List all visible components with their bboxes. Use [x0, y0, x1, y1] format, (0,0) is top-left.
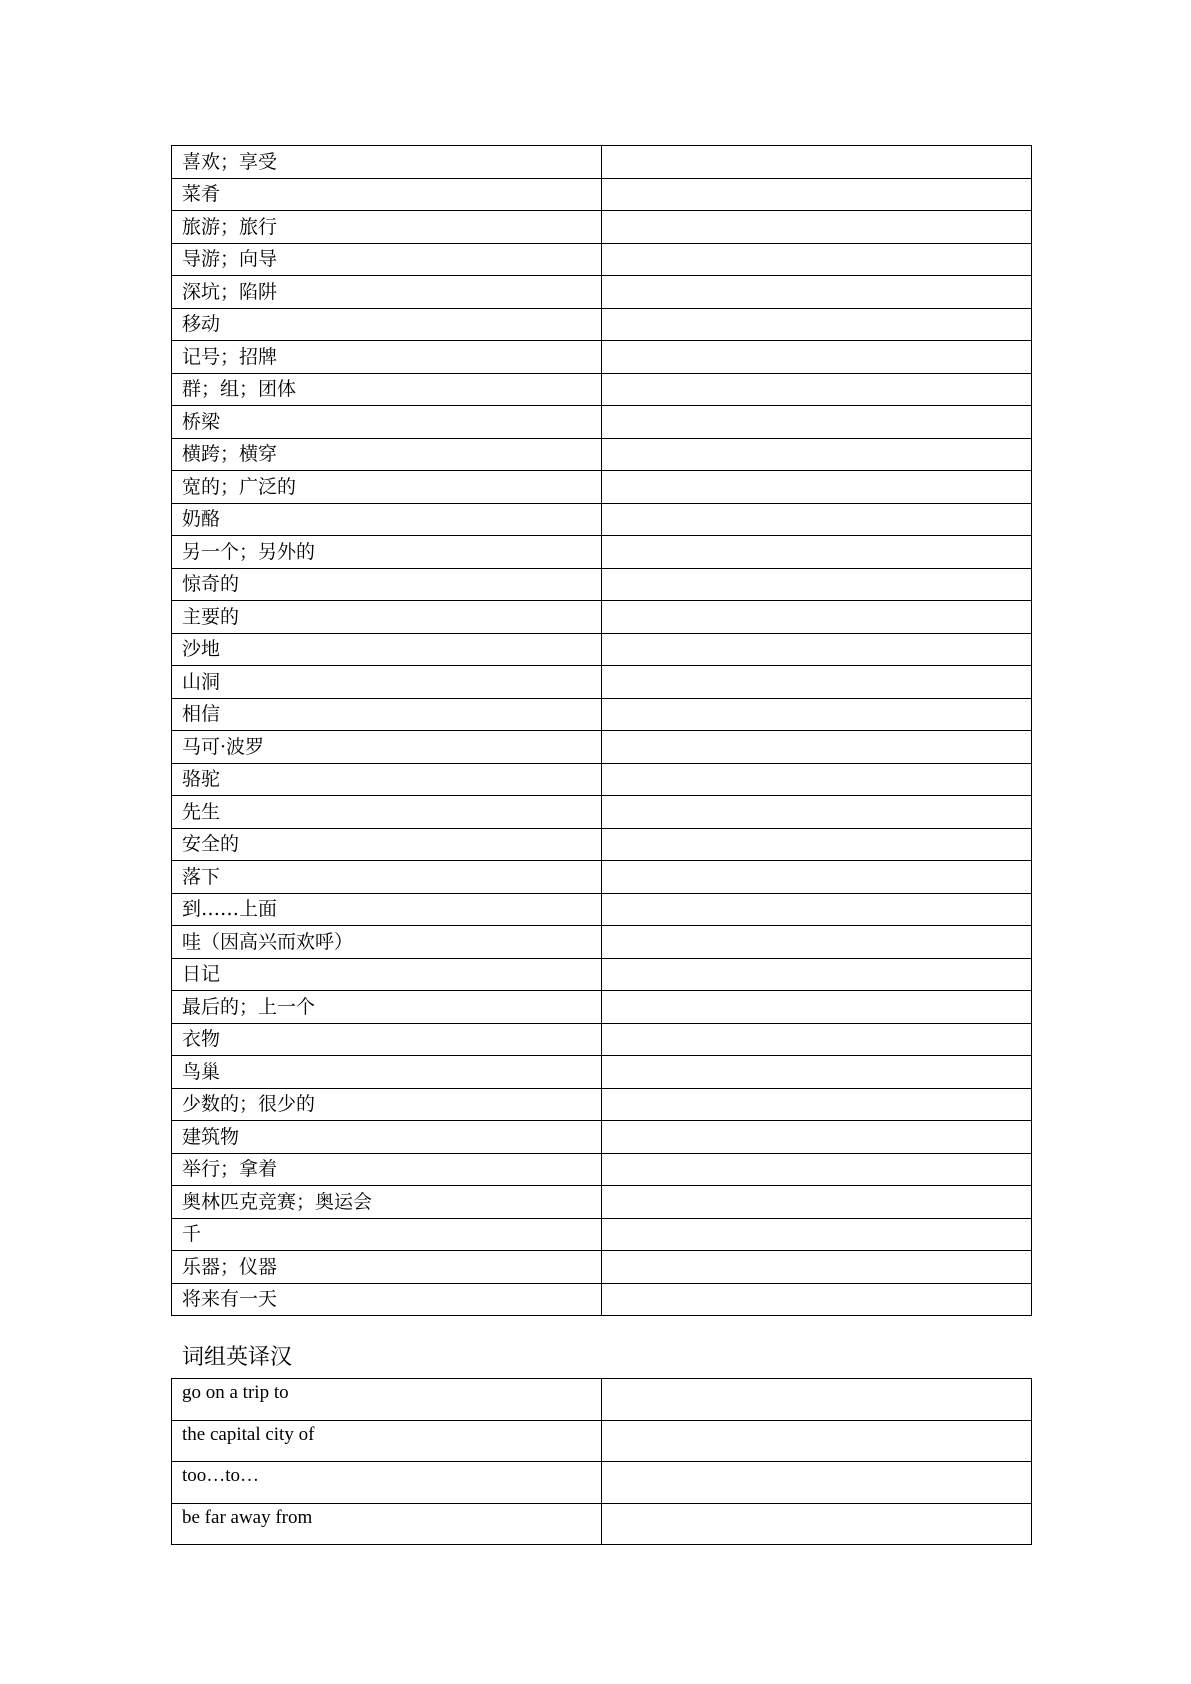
phrase-row-answer-cell[interactable]: [602, 1503, 1032, 1545]
word-row-answer-cell[interactable]: [602, 633, 1032, 666]
word-row-answer-cell[interactable]: [602, 763, 1032, 796]
word-row: [172, 438, 1032, 471]
word-row-answer-cell[interactable]: [602, 503, 1032, 536]
word-row: [172, 276, 1032, 309]
word-row-answer-cell[interactable]: [602, 1121, 1032, 1154]
phrases-table-body: [172, 1379, 1032, 1545]
word-row-answer-cell[interactable]: [602, 796, 1032, 829]
word-row-answer-cell[interactable]: [602, 211, 1032, 244]
word-row-answer-cell[interactable]: [602, 958, 1032, 991]
word-row: [172, 666, 1032, 699]
word-row: [172, 893, 1032, 926]
word-row-answer-cell[interactable]: [602, 308, 1032, 341]
word-row-prompt: 惊奇的: [172, 568, 602, 601]
phrase-row-answer-cell[interactable]: [602, 1462, 1032, 1504]
word-row: [172, 1153, 1032, 1186]
word-row: [172, 991, 1032, 1024]
word-row-answer-cell[interactable]: [602, 1218, 1032, 1251]
word-row-prompt: 旅游；旅行: [172, 211, 602, 244]
word-row-prompt: 到……上面: [172, 893, 602, 926]
word-row: [172, 601, 1032, 634]
phrase-row-answer-cell[interactable]: [602, 1379, 1032, 1421]
word-row-prompt: 少数的；很少的: [172, 1088, 602, 1121]
word-row-answer-cell[interactable]: [602, 243, 1032, 276]
word-row-answer-cell[interactable]: [602, 276, 1032, 309]
word-row-prompt: 深坑；陷阱: [172, 276, 602, 309]
word-row-answer-cell[interactable]: [602, 373, 1032, 406]
word-row-prompt: 主要的: [172, 601, 602, 634]
word-row-answer-cell[interactable]: [602, 568, 1032, 601]
word-row-prompt: 横跨；横穿: [172, 438, 602, 471]
word-row-prompt: 建筑物: [172, 1121, 602, 1154]
vocabulary-table: [171, 145, 1032, 1316]
vocabulary-table-body: [172, 146, 1032, 1316]
phrase-row-prompt: too…to…: [172, 1462, 602, 1504]
word-row-prompt: 沙地: [172, 633, 602, 666]
word-row-answer-cell[interactable]: [602, 1023, 1032, 1056]
word-row-prompt: 群；组；团体: [172, 373, 602, 406]
word-row-prompt: 乐器；仪器: [172, 1251, 602, 1284]
phrase-row-prompt: go on a trip to: [172, 1379, 602, 1421]
word-row: [172, 633, 1032, 666]
word-row-prompt: 将来有一天: [172, 1283, 602, 1316]
word-row-prompt: 山洞: [172, 666, 602, 699]
word-row: [172, 568, 1032, 601]
phrase-row: [172, 1503, 1032, 1545]
word-row-answer-cell[interactable]: [602, 146, 1032, 179]
word-row-answer-cell[interactable]: [602, 893, 1032, 926]
word-row: [172, 1056, 1032, 1089]
word-row: [172, 1023, 1032, 1056]
word-row-answer-cell[interactable]: [602, 861, 1032, 894]
word-row-answer-cell[interactable]: [602, 1283, 1032, 1316]
word-row: [172, 341, 1032, 374]
word-row-answer-cell[interactable]: [602, 178, 1032, 211]
word-row: [172, 828, 1032, 861]
word-row: [172, 536, 1032, 569]
word-row-prompt: 记号；招牌: [172, 341, 602, 374]
word-row-prompt: 鸟巢: [172, 1056, 602, 1089]
word-row-answer-cell[interactable]: [602, 471, 1032, 504]
word-row: [172, 243, 1032, 276]
word-row-prompt: 菜肴: [172, 178, 602, 211]
word-row-prompt: 日记: [172, 958, 602, 991]
phrase-row: [172, 1379, 1032, 1421]
word-row-answer-cell[interactable]: [602, 601, 1032, 634]
word-row: [172, 471, 1032, 504]
word-row-answer-cell[interactable]: [602, 1186, 1032, 1219]
word-row: [172, 308, 1032, 341]
word-row-prompt: 另一个；另外的: [172, 536, 602, 569]
word-row-answer-cell[interactable]: [602, 1153, 1032, 1186]
word-row-answer-cell[interactable]: [602, 438, 1032, 471]
word-row: [172, 926, 1032, 959]
word-row: [172, 406, 1032, 439]
word-row: [172, 1186, 1032, 1219]
word-row-prompt: 最后的；上一个: [172, 991, 602, 1024]
word-row-answer-cell[interactable]: [602, 731, 1032, 764]
phrase-row-prompt: the capital city of: [172, 1420, 602, 1462]
word-row-answer-cell[interactable]: [602, 1088, 1032, 1121]
word-row-prompt: 桥梁: [172, 406, 602, 439]
word-row-prompt: 先生: [172, 796, 602, 829]
word-row-answer-cell[interactable]: [602, 1251, 1032, 1284]
word-row-prompt: 导游；向导: [172, 243, 602, 276]
word-row: [172, 731, 1032, 764]
word-row-answer-cell[interactable]: [602, 828, 1032, 861]
word-row: [172, 1088, 1032, 1121]
word-row-prompt: 宽的；广泛的: [172, 471, 602, 504]
word-row-answer-cell[interactable]: [602, 1056, 1032, 1089]
word-row: [172, 1121, 1032, 1154]
word-row-answer-cell[interactable]: [602, 666, 1032, 699]
section-heading-phrases: 词组英译汉: [182, 1345, 293, 1370]
word-row-prompt: 骆驼: [172, 763, 602, 796]
word-row-answer-cell[interactable]: [602, 991, 1032, 1024]
word-row: [172, 698, 1032, 731]
word-row-prompt: 奶酪: [172, 503, 602, 536]
word-row-answer-cell[interactable]: [602, 341, 1032, 374]
phrase-row: [172, 1462, 1032, 1504]
word-row: [172, 1218, 1032, 1251]
word-row-prompt: 衣物: [172, 1023, 602, 1056]
word-row-prompt: 举行；拿着: [172, 1153, 602, 1186]
word-row-answer-cell[interactable]: [602, 698, 1032, 731]
word-row: [172, 146, 1032, 179]
phrase-row-answer-cell[interactable]: [602, 1420, 1032, 1462]
word-row: [172, 503, 1032, 536]
phrase-row-prompt: be far away from: [172, 1503, 602, 1545]
word-row: [172, 1283, 1032, 1316]
word-row-prompt: 移动: [172, 308, 602, 341]
word-row: [172, 373, 1032, 406]
word-row-prompt: 哇（因高兴而欢呼）: [172, 926, 602, 959]
word-row-prompt: 奥林匹克竞赛；奥运会: [172, 1186, 602, 1219]
word-row-answer-cell[interactable]: [602, 406, 1032, 439]
word-row: [172, 211, 1032, 244]
phrase-row: [172, 1420, 1032, 1462]
word-row-prompt: 喜欢；享受: [172, 146, 602, 179]
word-row-answer-cell[interactable]: [602, 536, 1032, 569]
word-row-prompt: 相信: [172, 698, 602, 731]
word-row-answer-cell[interactable]: [602, 926, 1032, 959]
word-row: [172, 763, 1032, 796]
phrases-table: [171, 1378, 1032, 1545]
word-row-prompt: 马可·波罗: [172, 731, 602, 764]
word-row-prompt: 安全的: [172, 828, 602, 861]
word-row-prompt: 千: [172, 1218, 602, 1251]
word-row-prompt: 落下: [172, 861, 602, 894]
word-row: [172, 861, 1032, 894]
word-row: [172, 1251, 1032, 1284]
word-row: [172, 178, 1032, 211]
word-row: [172, 796, 1032, 829]
word-row: [172, 958, 1032, 991]
